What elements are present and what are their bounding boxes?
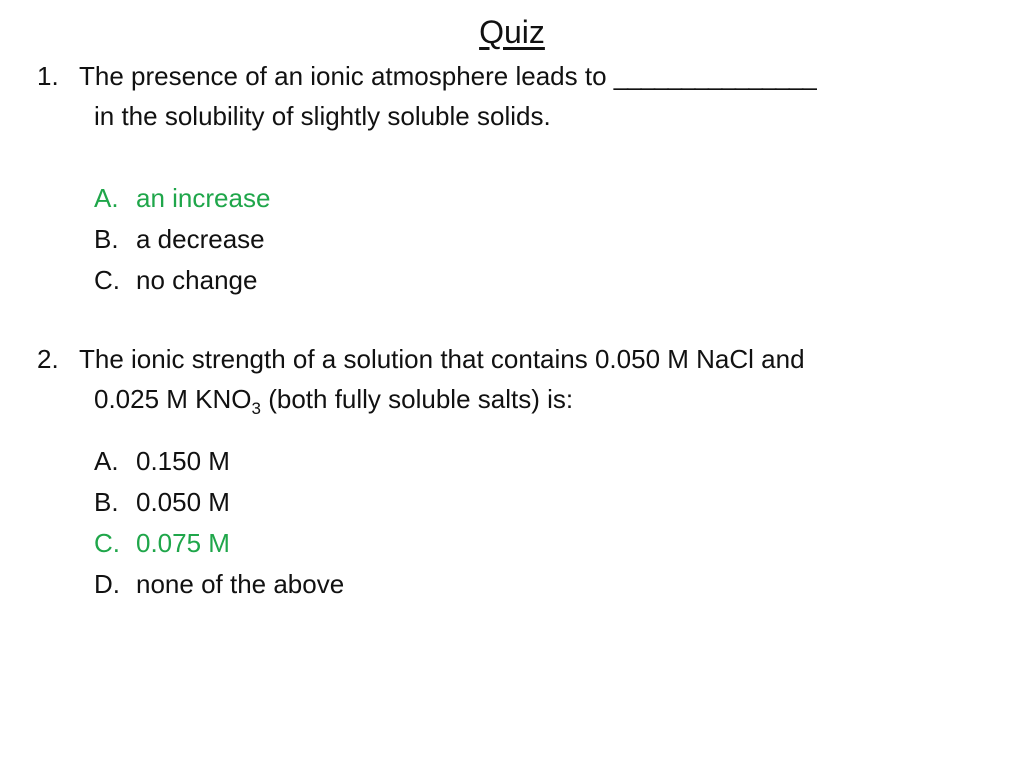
option-letter: B. — [94, 487, 119, 517]
subscript-3: 3 — [251, 399, 261, 419]
question-2-option-d — [94, 564, 987, 605]
question-2-line-2 — [37, 379, 987, 419]
question-1-option-b — [94, 219, 987, 260]
question-2-number: 2. — [37, 344, 59, 374]
option-letter: B. — [94, 224, 119, 254]
question-1-option-a — [94, 178, 987, 219]
question-1-blank: _______________ — [613, 61, 816, 91]
option-letter: C. — [94, 265, 120, 295]
option-text: 0.050 M — [136, 487, 230, 517]
question-1-number: 1. — [37, 61, 59, 91]
question-2-text: The ionic strength of a solution that contains 0.050 M NaCl and — [79, 344, 805, 374]
question-2-options — [37, 441, 987, 605]
question-2-option-a — [94, 441, 987, 482]
question-2-option-c — [94, 523, 987, 564]
question-1-option-c — [94, 260, 987, 301]
question-1-line-1 — [37, 56, 987, 96]
question-1-line-2: in the solubility of slightly soluble solids. — [94, 101, 551, 131]
option-letter: C. — [94, 528, 120, 558]
question-1-options — [37, 178, 987, 301]
page-title: Quiz — [479, 14, 545, 50]
option-text: 0.075 M — [136, 528, 230, 558]
question-2-option-b — [94, 482, 987, 523]
option-letter: A. — [94, 183, 119, 213]
option-text: no change — [136, 265, 258, 295]
question-2-line-1 — [37, 339, 987, 379]
option-text: a decrease — [136, 224, 265, 254]
question-2-text-post: (both fully soluble salts) is: — [260, 384, 574, 414]
option-text: none of the above — [136, 569, 345, 599]
question-2-text-pre: 0.025 M KNO — [94, 384, 252, 414]
option-text: an increase — [136, 183, 271, 213]
option-letter: A. — [94, 446, 119, 476]
option-letter: D. — [94, 569, 120, 599]
option-text: 0.150 M — [136, 446, 230, 476]
question-1 — [37, 56, 987, 301]
question-2 — [37, 339, 987, 605]
question-1-text: The presence of an ionic atmosphere leads to — [79, 61, 614, 91]
